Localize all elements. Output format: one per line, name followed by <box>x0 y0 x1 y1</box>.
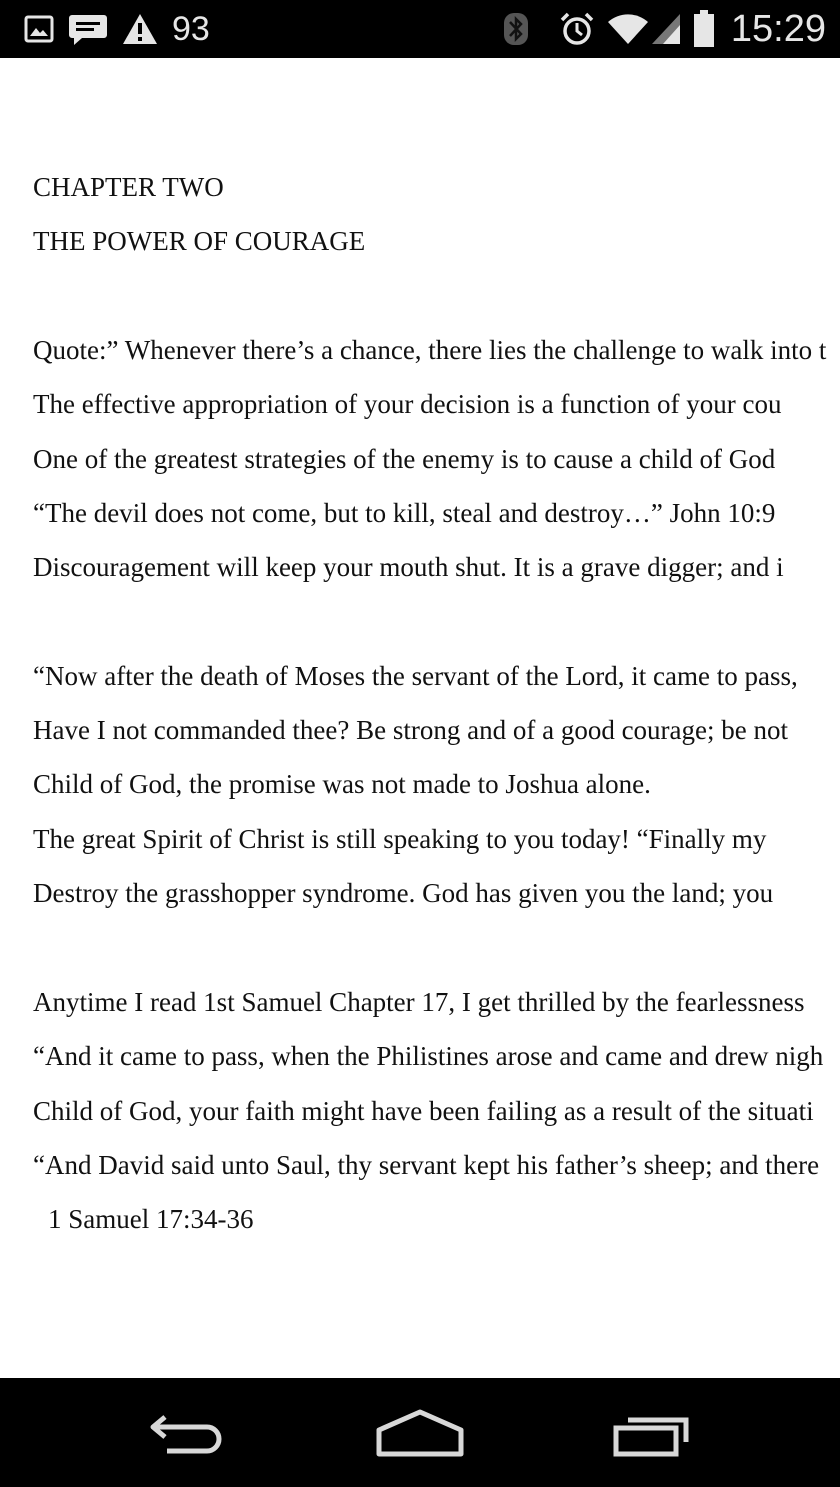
chat-notification-icon <box>68 11 108 47</box>
chapter-title: THE POWER OF COURAGE <box>33 226 366 256</box>
clock-time: 15:29 <box>730 8 826 50</box>
home-icon <box>375 1408 465 1458</box>
text-line: Child of God, the promise was not made to Joshua alone. <box>33 769 651 799</box>
text-line: “The devil does not come, but to kill, steal and destroy…” John 10:9 <box>33 498 776 528</box>
battery-icon <box>693 10 715 48</box>
notification-icons <box>24 0 210 58</box>
chapter-number: CHAPTER TWO <box>33 172 224 202</box>
text-line: One of the greatest strategies of the enemy is to cause a child of God <box>33 444 776 474</box>
recent-apps-button[interactable] <box>594 1378 714 1487</box>
image-notification-icon <box>24 14 54 44</box>
text-line: Discouragement will keep your mouth shut. It is a grave digger; and i <box>33 552 784 582</box>
navigation-bar <box>0 1378 840 1487</box>
text-line: “And David said unto Saul, thy servant kept his father’s sheep; and there <box>33 1150 820 1180</box>
text-line: Destroy the grasshopper syndrome. God has given you the land; you <box>33 878 774 908</box>
text-line: Have I not commanded thee? Be strong and of a good courage; be not <box>33 715 788 745</box>
reader-page[interactable] <box>0 58 840 1378</box>
back-icon <box>147 1411 227 1455</box>
home-button[interactable] <box>360 1378 480 1487</box>
bluetooth-icon <box>503 12 529 46</box>
signal-icon <box>651 13 681 45</box>
scripture-reference: 1 Samuel 17:34-36 <box>48 1204 254 1234</box>
text-line: The effective appropriation of your decision is a function of your cou <box>33 389 782 419</box>
recent-apps-icon <box>612 1408 696 1458</box>
back-button[interactable] <box>127 1378 247 1487</box>
wifi-icon <box>607 13 649 45</box>
text-line: Anytime I read 1st Samuel Chapter 17, I get thrilled by the fearlessness <box>33 987 805 1017</box>
status-bar <box>0 0 840 58</box>
text-line: Quote:” Whenever there’s a chance, there lies the challenge to walk into t <box>33 335 827 365</box>
text-line: “And it came to pass, when the Philistines arose and came and drew nigh <box>33 1041 824 1071</box>
battery-percent-text: 93 <box>172 10 210 48</box>
system-icons <box>503 0 826 58</box>
text-line: The great Spirit of Christ is still speaking to you today! “Finally my <box>33 824 767 854</box>
text-line: Child of God, your faith might have been failing as a result of the situati <box>33 1096 814 1126</box>
alarm-icon <box>559 11 595 47</box>
text-line: “Now after the death of Moses the servant of the Lord, it came to pass, <box>33 661 798 691</box>
warning-icon <box>122 13 158 45</box>
